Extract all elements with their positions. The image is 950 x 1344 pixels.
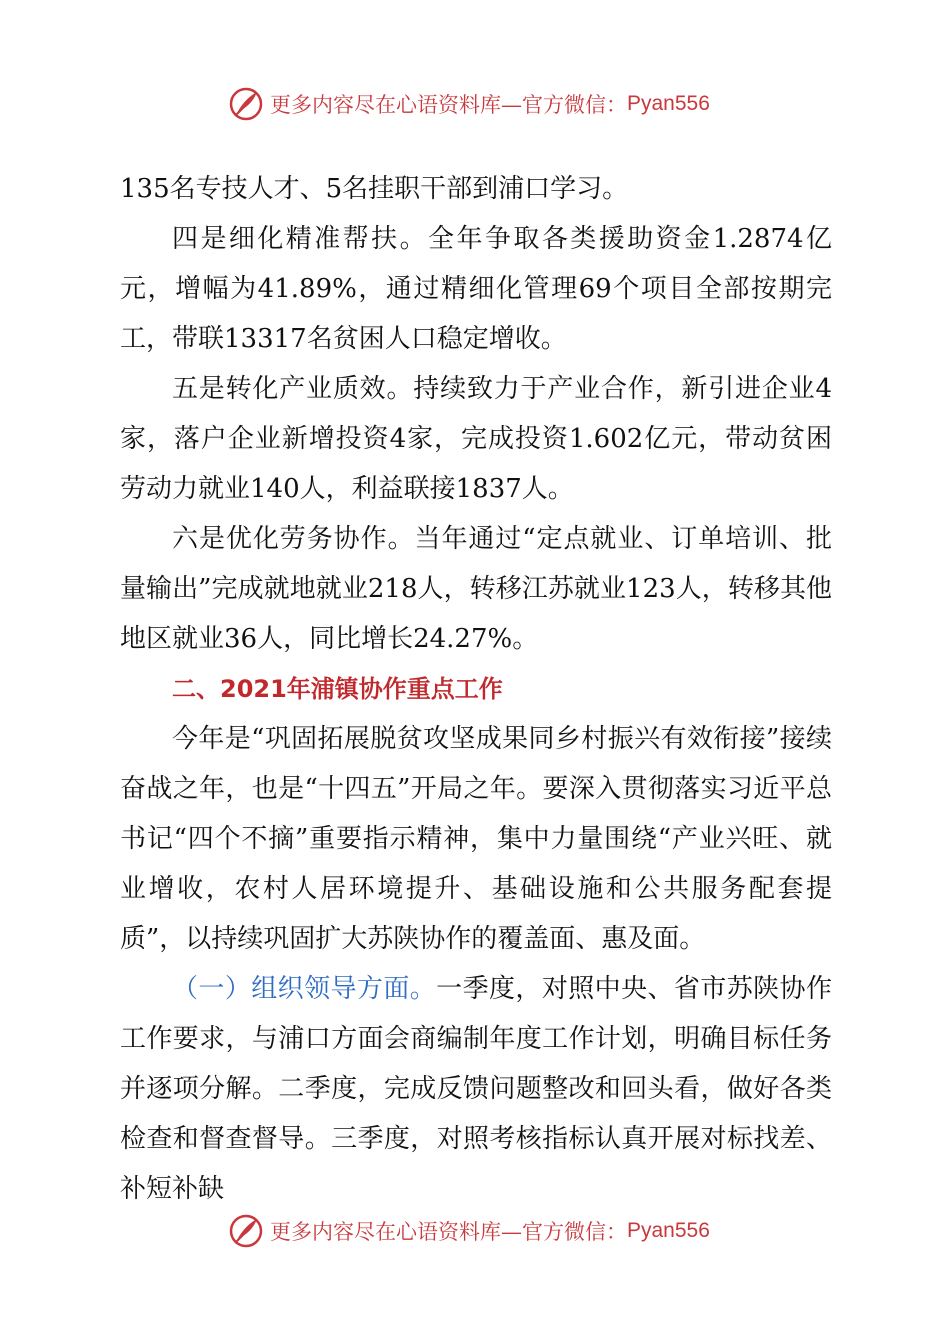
footer-banner bbox=[228, 1211, 710, 1251]
quill-logo-icon bbox=[228, 1213, 264, 1249]
section-heading: 二、2021年浦镇协作重点工作 bbox=[172, 675, 503, 703]
paragraph: 135名专技人才、5名挂职干部到浦口学习。 bbox=[120, 174, 629, 204]
banner-handle: Pyan556 bbox=[627, 92, 710, 115]
paragraph: 五是转化产业质效。持续致力于产业合作，新引进企业4家，落户企业新增投资4家，完成投资1.602亿元，带动贫困劳动力就业140人，利益联接1837人。 bbox=[120, 374, 832, 504]
document-body bbox=[120, 164, 832, 1214]
subsection-label: （一）组织领导方面。 bbox=[172, 974, 437, 1004]
paragraph: 今年是“巩固拓展脱贫攻坚成果同乡村振兴有效衔接”接续奋战之年，也是“十四五”开局之年。要深入贯彻落实习近平总书记“四个不摘”重要指示精神，集中力量围绕“产业兴旺、就业增收，农村人居环境提升、基础设施和公共服务配套提质”，以持续巩固扩大苏陕协作的覆盖面、惠及面。 bbox=[120, 724, 832, 954]
subsection-paragraph bbox=[120, 964, 832, 1214]
banner-text: 更多内容尽在心语资料库—官方微信： bbox=[270, 1220, 627, 1244]
header-banner bbox=[228, 84, 710, 124]
paragraph: 四是细化精准帮扶。全年争取各类援助资金1.2874亿元，增幅为41.89%，通过精细化管理69个项目全部按期完工，带联13317名贫困人口稳定增收。 bbox=[120, 224, 832, 354]
quill-logo-icon bbox=[228, 86, 264, 122]
banner-handle: Pyan556 bbox=[627, 1219, 710, 1242]
paragraph: 六是优化劳务协作。当年通过“定点就业、订单培训、批量输出”完成就地就业218人，转移江苏就业123人，转移其他地区就业36人，同比增长24.27%。 bbox=[120, 524, 832, 654]
banner-text: 更多内容尽在心语资料库—官方微信： bbox=[270, 93, 627, 117]
subsection-text: 一季度，对照中央、省市苏陕协作工作要求，与浦口方面会商编制年度工作计划，明确目标任务并逐项分解。二季度，完成反馈问题整改和回头看，做好各类检查和督查督导。三季度，对照考核指标认真开展对标找差、补短补缺 bbox=[120, 974, 832, 1204]
